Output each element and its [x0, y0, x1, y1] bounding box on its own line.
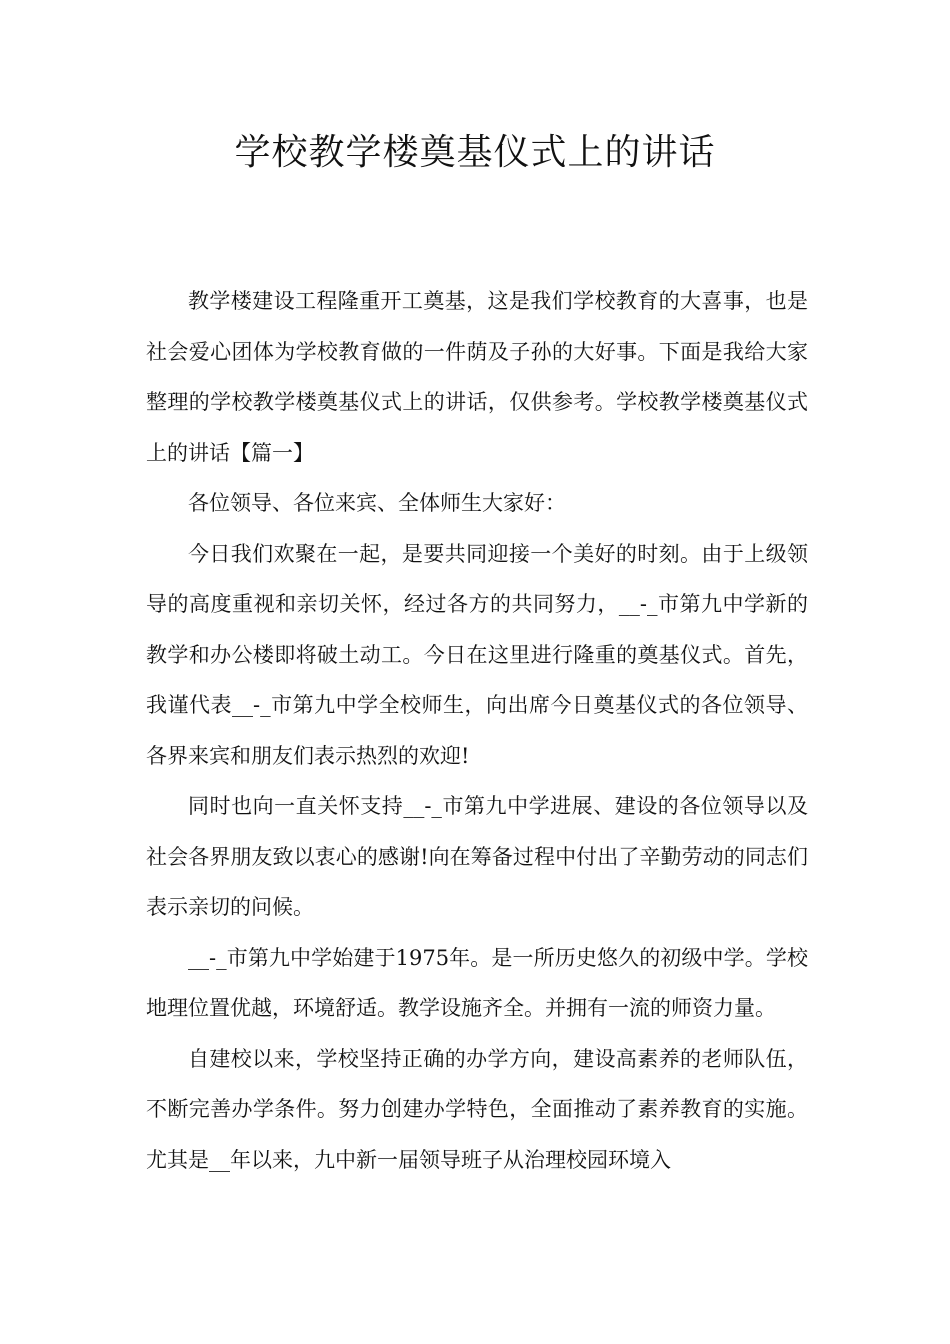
paragraph-development: 自建校以来，学校坚持正确的办学方向，建设高素养的老师队伍，不断完善办学条件。努力创建办学特色，全面推动了素养教育的实施。尤其是__年以来，九中新一届领导班子从治理校园环境入 — [146, 1046, 808, 1172]
paragraph-welcome: 今日我们欢聚在一起，是要共同迎接一个美好的时刻。由于上级领导的高度重视和亲切关怀，经过各方的共同努力，__-_市第九中学新的教学和办公楼即将破土动工。今日在这里进行隆重的奠基仪式。首先，我谨代表__-_市第九中学全校师生，向出席今日奠基仪式的各位领导、各界来宾和朋友们表示热烈的欢迎! — [146, 541, 808, 768]
document-title: 学校教学楼奠基仪式上的讲话 — [234, 132, 716, 173]
paragraph-thanks: 同时也向一直关怀支持__-_市第九中学进展、建设的各位领导以及社会各界朋友致以衷心的感谢!向在筹备过程中付出了辛勤劳动的同志们表示亲切的问候。 — [146, 794, 808, 919]
paragraph-school-history: __-_市第九中学始建于1975年。是一所历史悠久的初级中学。学校地理位置优越，环境舒适。教学设施齐全。并拥有一流的师资力量。 — [146, 945, 808, 1020]
paragraph-intro: 教学楼建设工程隆重开工奠基，这是我们学校教育的大喜事，也是社会爱心团体为学校教育做的一件荫及子孙的大好事。下面是我给大家整理的学校教学楼奠基仪式上的讲话，仅供参考。学校教学楼奠基仪式上的讲话【篇一】 — [146, 289, 808, 465]
paragraph-greeting: 各位领导、各位来宾、全体师生大家好： — [188, 491, 566, 515]
document-body — [146, 276, 808, 1185]
